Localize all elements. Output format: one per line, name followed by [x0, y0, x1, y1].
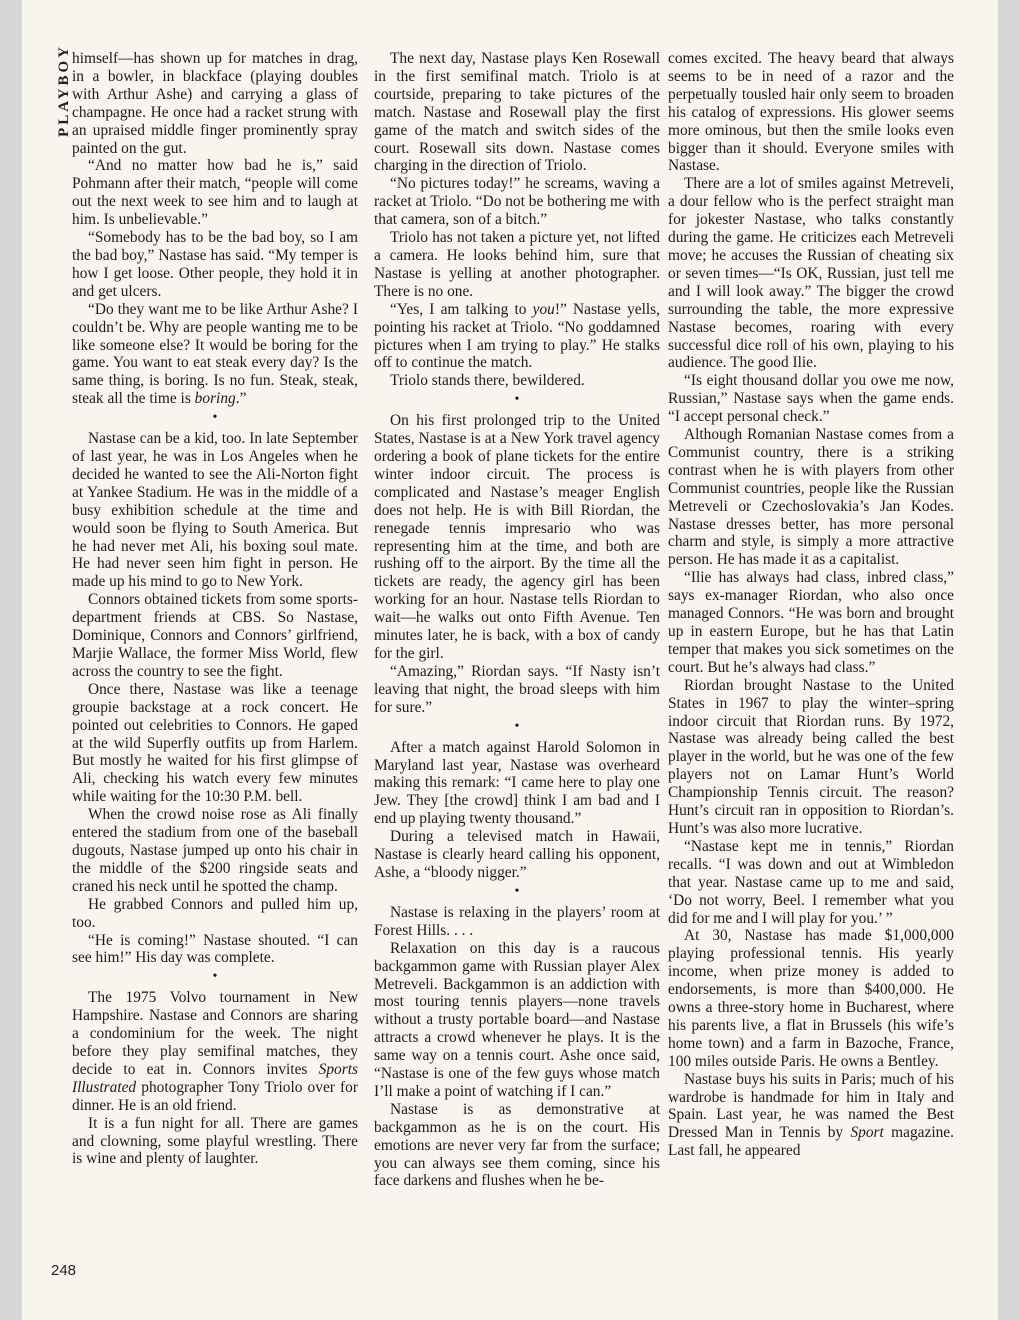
- paragraph: At 30, Nastase has made $1,000,000 playing professional tennis. His yearly income, when prize money is added to endorsements, is more than $400,000. He owns a three-story home in Bucharest, where his parents live, a flat in Brussels (his wife’s home town) and a farm in Bazoche, France, 100 miles outside Paris. He owns a Bentley.: [668, 927, 954, 1070]
- section-separator: •: [212, 969, 218, 985]
- paragraph: Relaxation on this day is a raucous backgammon game with Russian player Alex Metreveli. Backgammon is an addiction with most touring tennis players—none travels without a trusty portable board—and Nastase attracts a crowd whenever he plays. It is the same way on a tennis court. Ashe once said, “Nastase is one of the few guys whose match I’ll make a point of watching if I can.”: [374, 939, 660, 1100]
- section-separator: •: [514, 392, 520, 408]
- paragraph: “Is eight thousand dollar you owe me now, Russian,” Nastase says when the game ends. “I accept personal check.”: [668, 372, 954, 426]
- paragraph: During a televised match in Hawaii, Nastase is clearly heard calling his opponent, Ashe, a “bloody nigger.”: [374, 828, 660, 881]
- paragraph: “Somebody has to be the bad boy, so I am the bad boy,” Nastase has said. “My temper is how I get loose. Other people, they hold it in and get ulcers.: [72, 229, 358, 300]
- paragraph: He grabbed Connors and pulled him up, too.: [72, 895, 358, 931]
- paragraph: The next day, Nastase plays Ken Rosewall in the first semifinal match. Triolo is at courtside, preparing to take pictures of the match. Nastase and Rosewall play the first game of the match and switch sides of the court. Rosewall sits down. Nastase comes charging in the direction of Triolo.: [374, 50, 660, 175]
- paragraph: Nastase is as demonstrative at backgammon as he is on the court. His emotions are never very far from the surface; you can always see them coming, since his face darkens and flushes when he be-: [374, 1100, 660, 1190]
- paragraph: Triolo stands there, bewildered.: [390, 372, 585, 390]
- paragraph: There are a lot of smiles against Metreveli, a dour fellow who is the perfect straight man for jokester Nastase, who talks constantly during the game. He criticizes each Metreveli move; he accuses the Russian of cheating six or seven times—“Is OK, Russian, just tell me and I will look away.” The bigger the crowd surrounding the table, the more expressive Nastase becomes, roaring with every successful dice roll of his own, playing to his audience. The good Ilie.: [668, 175, 954, 372]
- section-separator: •: [514, 883, 520, 899]
- paragraph: It is a fun night for all. There are games and clowning, some playful wrestling. There is wine and plenty of laughter.: [72, 1114, 358, 1168]
- paragraph: “Ilie has always had class, inbred class,” says ex-manager Riordan, who also once managed Connors. “He was born and brought up in eastern Europe, but he has that Latin temper that makes you sick sometimes on the court. But he’s always had class.”: [668, 569, 954, 676]
- page-number: 248: [51, 1262, 77, 1279]
- paragraph: “Yes, I am talking to you!” Nastase yells, pointing his racket at Triolo. “No goddamned pictures when I am trying to play.” He stalks off to continue the match.: [374, 300, 660, 372]
- paragraph: When the crowd noise rose as Ali finally entered the stadium from one of the baseball dugouts, Nastase jumped up onto his chair in the middle of the $200 ringside seats and craned his neck until he spotted the champ.: [72, 806, 358, 895]
- paragraph: Riordan brought Nastase to the United States in 1967 to play the winter–spring indoor circuit that Riordan runs. By 1972, Nastase was already being called the best player in the world, but he was one of the few players not on Lamar Hunt’s World Championship Tennis circuit. The reason? Hunt’s circuit ran in opposition to Riordan’s. Hunt’s was also more lucrative.: [668, 676, 954, 837]
- magazine-page: [22, 0, 998, 1320]
- paragraph: The 1975 Volvo tournament in New Hampshire. Nastase and Connors are sharing a condominium for the week. The night before they play semifinal matches, they decide to eat in. Connors invites Sports Illustrated photographer Tony Triolo over for dinner. He is an old friend.: [72, 989, 358, 1114]
- text-column-2: [374, 50, 660, 1290]
- section-separator: •: [212, 410, 218, 426]
- paragraph: Nastase is relaxing in the players’ room at Forest Hills. . . .: [374, 903, 660, 939]
- paragraph: himself—has shown up for matches in drag, in a bowler, in blackface (playing doubles with Arthur Ashe) and carrying a glass of champagne. He once had a racket strung with an upraised middle finger prominently spray painted on the gut.: [72, 50, 358, 157]
- paragraph: “Amazing,” Riordan says. “If Nasty isn’t leaving that night, the broad sleeps with him for sure.”: [374, 662, 660, 716]
- running-head: PLAYBOY: [56, 44, 72, 137]
- paragraph: “Nastase kept me in tennis,” Riordan recalls. “I was down and out at Wimbledon that year. Nastase came up to me and said, ‘Do not worry, Beel. I remember what you did for me and I will play for you.’ ”: [668, 837, 954, 927]
- paragraph: Triolo has not taken a picture yet, not lifted a camera. He looks behind him, sure that Nastase is yelling at another photographer. There is no one.: [374, 229, 660, 300]
- paragraph: “No pictures today!” he screams, waving a racket at Triolo. “Do not be bothering me with that camera, son of a bitch.”: [374, 175, 660, 229]
- paragraph: “He is coming!” Nastase shouted. “I can see him!” His day was complete.: [72, 931, 358, 967]
- paragraph: “Do they want me to be like Arthur Ashe? I couldn’t be. Why are people wanting me to be like someone else? It would be boring for the game. You want to eat steak every day? Is the same thing, is boring. Is no fun. Steak, steak, steak all the time is boring.”: [72, 300, 358, 408]
- text-column-3: [668, 50, 954, 1290]
- paragraph: Nastase buys his suits in Paris; much of his wardrobe is handmade for him in Italy and Spain. Last year, he was named the Best Dressed Man in Tennis by Sport magazine. Last fall, he appeared: [668, 1070, 954, 1160]
- paragraph: Once there, Nastase was like a teenage groupie backstage at a rock concert. He pointed out celebrities to Connors. He gaped at the wild Superfly outfits up from Harlem. But mostly he waited for his first glimpse of Ali, checking his watch every few minutes while waiting for the 10:30 P.M. bell.: [72, 680, 358, 806]
- section-separator: •: [514, 718, 520, 734]
- paragraph: After a match against Harold Solomon in Maryland last year, Nastase was overheard making this remark: “I came here to play one Jew. They [the crowd] think I am bad and I end up playing twenty thousand.”: [374, 738, 660, 828]
- paragraph: Connors obtained tickets from some sports-department friends at CBS. So Nastase, Dominique, Connors and Connors’ girlfriend, Marjie Wallace, the former Miss World, flew across the country to see the fight.: [72, 591, 358, 680]
- paragraph: Nastase can be a kid, too. In late September of last year, he was in Los Angeles when he decided he wanted to see the Ali-Norton fight at Yankee Stadium. He was in the middle of a busy exhibition schedule at the time and would soon be flying to South America. But he had never met Ali, his boxing soul mate. He had never seen him fight in person. He made up his mind to go to New York.: [72, 430, 358, 591]
- paragraph: On his first prolonged trip to the United States, Nastase is at a New York travel agency ordering a book of plane tickets for the entire winter indoor circuit. The process is complicated and Nastase’s meager English does not help. He is with Bill Riordan, the renegade tennis impresario who was representing him at the time, and both are rushing off to the airport. By the time all the tickets are ready, the agency girl has been working for an hour. Nastase tells Riordan to wait—he walks out onto Fifth Avenue. Ten minutes later, he is back, with a box of candy for the girl.: [374, 412, 660, 662]
- text-column-1: [72, 50, 358, 1290]
- paragraph: comes excited. The heavy beard that always seems to be in need of a razor and the perpetually tousled hair only seem to broaden his catalog of expressions. His glower seems more ominous, but then the smile looks even bigger than it should. Everyone smiles with Nastase.: [668, 50, 954, 175]
- paragraph: “And no matter how bad he is,” said Pohmann after their match, “people will come out the next week to see him and to laugh at him. Is unbelievable.”: [72, 157, 358, 229]
- paragraph: Although Romanian Nastase comes from a Communist country, there is a striking contrast when he is with players from other Communist countries, people like the Russian Metreveli or Czechoslovakia’s Jan Kodes. Nastase dresses better, has more personal charm and style, is simply a more attractive person. He has made it as a capitalist.: [668, 426, 954, 569]
